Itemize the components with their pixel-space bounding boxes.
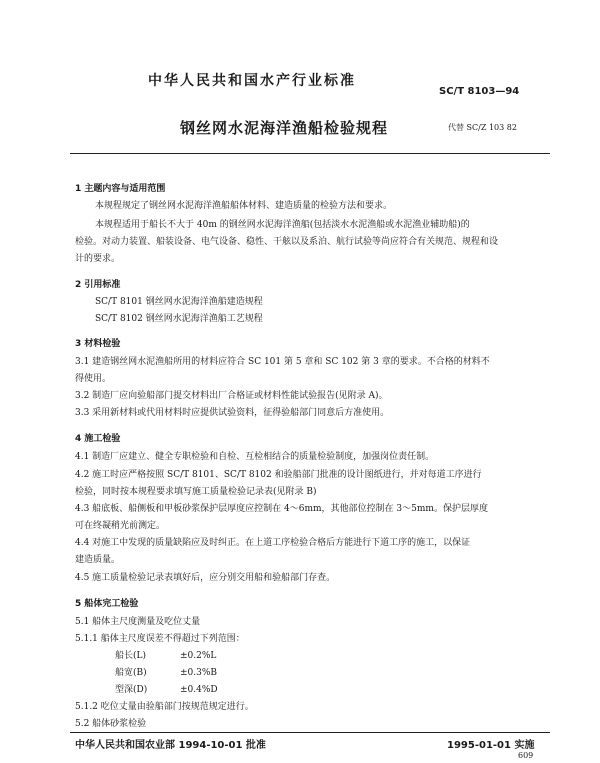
tolerance-name: 船长(L) bbox=[115, 651, 146, 661]
tolerance-name: 型深(D) bbox=[115, 685, 148, 695]
section-1-heading: 1 主题内容与适用范围 bbox=[75, 184, 166, 194]
clause-5-1: 5.1 船体主尺度测量及吃位丈量 bbox=[75, 617, 201, 627]
page-number: 609 bbox=[518, 751, 534, 760]
clause-4-3-line-1: 4.3 船底板、船侧板和甲板砂浆保护层厚度应控制在 4～6mm，其他部位控制在 3～5mm。保护层厚度 bbox=[75, 504, 488, 514]
clause-4-4-line-2: 建造质量。 bbox=[75, 555, 121, 565]
standard-code: SC/T 8103—94 bbox=[439, 86, 520, 97]
section-5-heading: 5 船体完工检验 bbox=[75, 599, 139, 609]
tolerance-value: ±0.4%D bbox=[180, 685, 218, 695]
clause-4-2-line-1: 4.2 施工时应严格按照 SC/T 8101、SC/T 8102 和验船部门批准的设计图纸进行，并对每道工序进行 bbox=[75, 470, 482, 480]
section-2-heading: 2 引用标准 bbox=[75, 280, 121, 290]
section-3-heading: 3 材料检验 bbox=[75, 339, 121, 349]
clause-4-1: 4.1 制造厂应建立、健全专职检验和自检、互检相结合的质量检验制度，加强岗位责任制。 bbox=[75, 452, 435, 462]
org-title: 中华人民共和国水产行业标准 bbox=[148, 73, 356, 89]
reference-2: SC/T 8102 钢丝网水泥海洋渔船工艺规程 bbox=[95, 314, 263, 324]
clause-4-3-line-2: 可在终凝稍光前测定。 bbox=[75, 521, 166, 531]
section-4-heading: 4 施工检验 bbox=[75, 434, 121, 444]
clause-4-4-line-1: 4.4 对施工中发现的质量缺陷应及时纠正。在上道工序检验合格后方能进行下道工序的施工，以保证 bbox=[75, 538, 471, 548]
tolerance-name: 船宽(B) bbox=[115, 668, 147, 678]
header-rule bbox=[70, 153, 550, 154]
reference-1: SC/T 8101 钢丝网水泥海洋渔船建造规程 bbox=[95, 297, 263, 307]
clause-5-1-2: 5.1.2 吃位丈量由验船部门按规范规定进行。 bbox=[75, 702, 254, 712]
section-1-para-1: 本规程规定了钢丝网水泥海洋渔船船体材料、建造质量的检验方法和要求。 bbox=[95, 201, 393, 211]
clause-3-1-line-1: 3.1 建造钢丝网水泥渔船所用的材料应符合 SC 101 第 5 章和 SC 102 第 3 章的要求。不合格的材料不 bbox=[75, 357, 490, 367]
clause-4-2-line-2: 检验，同时按本规程要求填写施工质量检验记录表(见附录 B) bbox=[75, 487, 317, 497]
approval-line: 中华人民共和国农业部 1994-10-01 批准 bbox=[75, 740, 266, 751]
clause-4-5: 4.5 施工质量检验记录表填好后，应分别交用船和验船部门存查。 bbox=[75, 573, 336, 583]
tolerance-value: ±0.3%B bbox=[180, 668, 218, 678]
section-1-para-2-line-3: 计的要求。 bbox=[75, 254, 121, 264]
section-1-para-2-line-1: 本规程适用于船长不大于 40m 的钢丝网水泥海洋渔船(包括淡水水泥渔船或水泥渔业辅助船)的 bbox=[95, 220, 470, 230]
footer-rule bbox=[70, 732, 550, 733]
tolerance-value: ±0.2%L bbox=[180, 651, 217, 661]
clause-5-2: 5.2 船体砂浆检验 bbox=[75, 719, 147, 729]
clause-3-1-line-2: 得使用。 bbox=[75, 374, 112, 384]
clause-3-3: 3.3 采用新材料或代用材料时应提供试验资料，征得验船部门同意后方准使用。 bbox=[75, 408, 390, 418]
clause-3-2: 3.2 制造厂应向验船部门提交材料出厂合格证或材料性能试验报告(见附录 A)。 bbox=[75, 391, 388, 401]
clause-5-1-1: 5.1.1 船体主尺度误差不得超过下列范围： bbox=[75, 634, 245, 644]
document-title: 钢丝网水泥海洋渔船检验规程 bbox=[180, 119, 389, 137]
section-1-para-2-line-2: 检验。对动力装置、船装设备、电气设备、稳性、干舷以及系泊、航行试验等尚应符合有关规范、规程和设 bbox=[75, 237, 499, 247]
replaces-standard: 代替 SC/Z 103 82 bbox=[448, 123, 517, 132]
effective-date: 1995-01-01 实施 bbox=[447, 740, 535, 751]
